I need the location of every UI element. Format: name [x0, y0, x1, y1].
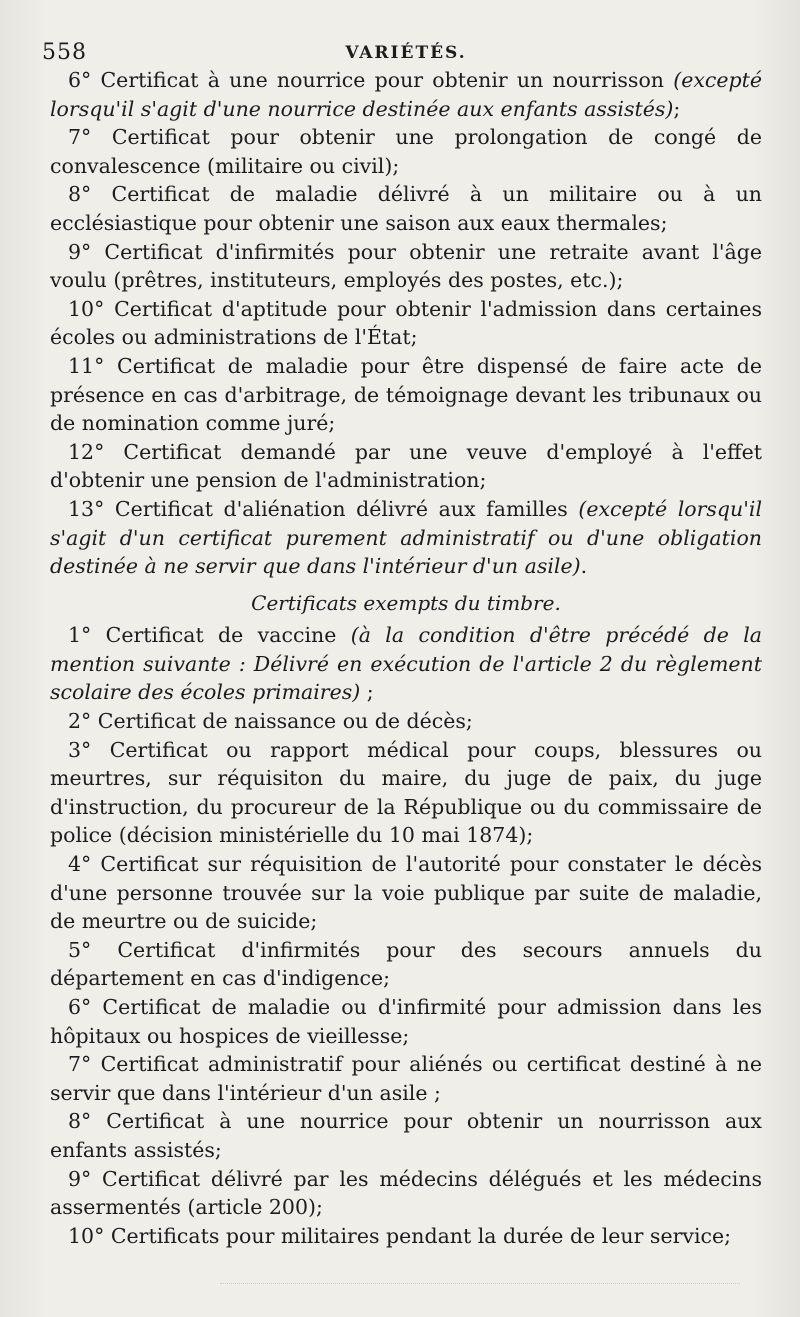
list-item — [50, 495, 762, 581]
list-item — [50, 621, 762, 707]
section-heading: Certificats exempts du timbre. — [251, 590, 561, 615]
list-item — [50, 295, 762, 352]
list-item — [50, 1050, 762, 1107]
list-item — [50, 238, 762, 295]
taxed-certificates-list — [50, 66, 762, 581]
list-item — [50, 123, 762, 180]
list-item-text: 8° Certificat à une nourrice pour obtenir un nourrisson aux enfants assistés; — [50, 1109, 762, 1162]
list-item — [50, 850, 762, 936]
list-item-text: 5° Certificat d'infirmités pour des secours annuels du département en cas d'indigence; — [50, 937, 762, 991]
list-item-tail: ; — [360, 680, 374, 705]
list-item — [50, 707, 762, 736]
list-item-text: 9° Certificat d'infirmités pour obtenir une retraite avant l'âge voulu (prêtres, instituteurs, employés des postes, etc.); — [50, 239, 762, 293]
list-item-note: (excepté lorsqu'il s'agit d'un certificat purement administratif ou d'une obligation destinée à ne servir que dans l'intérieur d'un asile) — [50, 496, 763, 579]
list-item-text: 1° Certificat de vaccine — [68, 623, 351, 648]
page-edge-bleed — [220, 1283, 740, 1294]
list-item — [50, 993, 762, 1050]
list-item-text: 7° Certificat administratif pour aliénés ou certificat destiné à ne servir que dans l'intérieur d'un asile ; — [50, 1052, 762, 1105]
list-item-text: 10° Certificat d'aptitude pour obtenir l'admission dans certaines écoles ou administrations de l'État; — [50, 296, 762, 350]
list-item-text: 7° Certificat pour obtenir une prolongation de congé de convalescence (militaire ou civil); — [50, 125, 762, 178]
list-item — [50, 438, 762, 495]
list-item-text: 13° Certificat d'aliénation délivré aux familles — [68, 496, 579, 521]
list-item-text: 2° Certificat de naissance ou de décès; — [68, 709, 473, 734]
list-item-text: 6° Certificat à une nourrice pour obtenir un nourrisson — [68, 68, 674, 92]
page-number: 558 — [42, 40, 87, 65]
list-item-text: 4° Certificat sur réquisition de l'autorité pour constater le décès d'une personne trouvée sur la voie publique par suite de maladie, de meurtre ou de suicide; — [50, 852, 762, 934]
list-item-tail: ; — [673, 96, 681, 121]
list-item — [50, 66, 762, 123]
list-item — [50, 1107, 762, 1164]
list-item — [50, 736, 762, 850]
list-item — [50, 180, 762, 237]
list-item-note: (à la condition d'être précédé de la mention suivante : Délivré en exécution de l'article 2 du règlement scolaire des écoles primaires) — [50, 623, 763, 705]
list-item-text: 11° Certificat de maladie pour être dispensé de faire acte de présence en cas d'arbitrage, de témoignage devant les tribunaux ou de nomination comme juré; — [50, 353, 762, 436]
list-item-text: 9° Certificat délivré par les médecins délégués et les médecins assermentés (article 200); — [50, 1166, 762, 1220]
running-title: VARIÉTÉS. — [345, 43, 467, 63]
list-item — [50, 936, 762, 993]
list-item-note: (excepté lorsqu'il s'agit d'une nourrice destinée aux enfants assistés) — [50, 68, 762, 121]
exempt-certificates-list — [50, 621, 762, 1250]
list-item — [50, 1165, 762, 1222]
list-item-tail: . — [580, 554, 588, 579]
list-item-text: 12° Certificat demandé par une veuve d'employé à l'effet d'obtenir une pension de l'administration; — [50, 439, 762, 493]
page-body — [50, 66, 762, 1250]
list-item-text: 10° Certificats pour militaires pendant la durée de leur service; — [68, 1223, 732, 1248]
list-item-text: 8° Certificat de maladie délivré à un militaire ou à un ecclésiastique pour obtenir une saison aux eaux thermales; — [50, 182, 762, 235]
list-item-text: 6° Certificat de maladie ou d'infirmité pour admission dans les hôpitaux ou hospices de vieillesse; — [50, 995, 762, 1048]
list-item-text: 3° Certificat ou rapport médical pour coups, blessures ou meurtres, sur réquisiton du maire, du juge de paix, du juge d'instruction, du procureur de la République ou du commissaire de police (décision ministérielle du 10 mai 1874); — [50, 737, 762, 848]
running-head — [42, 30, 762, 66]
list-item — [50, 352, 762, 438]
list-item — [50, 1222, 762, 1251]
